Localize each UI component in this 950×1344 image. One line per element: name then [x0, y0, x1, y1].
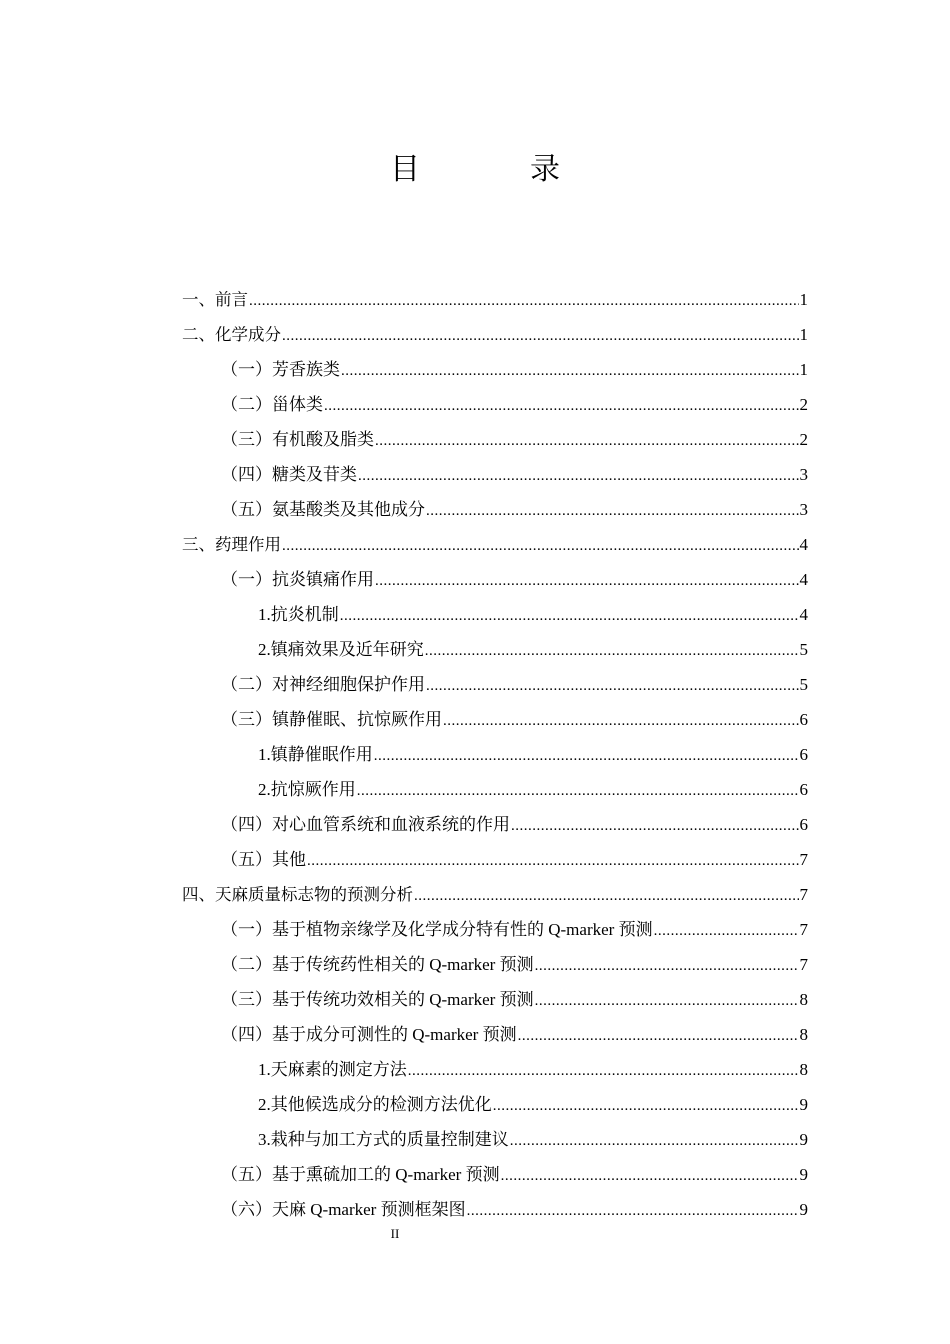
toc-entry-page: 6 [799, 815, 808, 834]
toc-entry-page: 4 [799, 535, 808, 554]
toc-entry-title: （二）甾体类 [221, 395, 323, 414]
toc-entry-page: 1 [799, 360, 808, 379]
toc-entry-page: 1 [799, 325, 808, 344]
dot-leader [518, 1019, 799, 1054]
dot-leader [426, 494, 799, 529]
toc-entry-page: 8 [799, 1025, 808, 1044]
toc-entry-title: （一）芳香族类 [221, 360, 340, 379]
toc-entry[interactable] [182, 352, 808, 387]
toc-entry-title: （四）对心血管系统和血液系统的作用 [221, 815, 510, 834]
toc-entry-page: 8 [799, 990, 808, 1009]
dot-leader [426, 669, 799, 704]
dot-leader [307, 844, 799, 879]
toc-entry-title: 一、前言 [182, 290, 248, 309]
toc-entry-page: 7 [799, 850, 808, 869]
toc-entry-page: 4 [799, 605, 808, 624]
toc-entry[interactable] [182, 807, 808, 842]
dot-leader [249, 284, 799, 319]
toc-entry-page: 2 [799, 395, 808, 414]
toc-entry[interactable] [182, 702, 808, 737]
toc-entry-page: 3 [799, 465, 808, 484]
toc-entry[interactable] [182, 492, 808, 527]
dot-leader [341, 354, 799, 389]
toc-entry-title: （三）有机酸及脂类 [221, 430, 374, 449]
dot-leader [467, 1194, 799, 1229]
toc-entry-page: 1 [799, 290, 808, 309]
toc-entry-title: 二、化学成分 [182, 325, 281, 344]
toc-entry-title: （一）基于植物亲缘学及化学成分特有性的 Q-marker 预测 [221, 920, 653, 939]
toc-entry[interactable] [182, 632, 808, 667]
dot-leader [408, 1054, 799, 1089]
toc-entry[interactable] [182, 1052, 808, 1087]
dot-leader [358, 459, 799, 494]
dot-leader [357, 774, 799, 809]
toc-entry-page: 4 [799, 570, 808, 589]
toc-entry-page: 6 [799, 780, 808, 799]
toc-entry-title: （六）天麻 Q-marker 预测框架图 [221, 1200, 466, 1219]
toc-entry-title: （四）糖类及苷类 [221, 465, 357, 484]
toc-entry-page: 5 [799, 640, 808, 659]
toc-entry-title: 三、药理作用 [182, 535, 281, 554]
toc-entry[interactable] [182, 667, 808, 702]
toc-entry-page: 6 [799, 745, 808, 764]
toc-entry[interactable] [182, 982, 808, 1017]
toc-entry-title: （五）基于熏硫加工的 Q-marker 预测 [221, 1165, 500, 1184]
dot-leader [414, 879, 799, 914]
dot-leader [374, 739, 799, 774]
toc-entry[interactable] [182, 842, 808, 877]
toc-entry[interactable] [182, 562, 808, 597]
toc-entry-page: 9 [799, 1200, 808, 1219]
toc-entry-title: 四、天麻质量标志物的预测分析 [182, 885, 413, 904]
dot-leader [535, 949, 799, 984]
toc-entry-title: 2.其他候选成分的检测方法优化 [258, 1095, 492, 1114]
toc-entry-page: 5 [799, 675, 808, 694]
toc-entry[interactable] [182, 387, 808, 422]
toc-entry[interactable] [182, 877, 808, 912]
toc-entry[interactable] [182, 282, 808, 317]
dot-leader [282, 319, 799, 354]
toc-entry-title: 1.镇静催眠作用 [258, 745, 373, 764]
dot-leader [535, 984, 799, 1019]
toc-entry-title: （五）其他 [221, 850, 306, 869]
toc-entry[interactable] [182, 457, 808, 492]
dot-leader [654, 914, 799, 949]
toc-entry[interactable] [182, 772, 808, 807]
dot-leader [511, 809, 799, 844]
toc-entry-page: 9 [799, 1130, 808, 1149]
toc-entry[interactable] [182, 1017, 808, 1052]
toc-entry-title: 3.栽种与加工方式的质量控制建议 [258, 1130, 509, 1149]
dot-leader [425, 634, 799, 669]
dot-leader [375, 424, 799, 459]
toc-entry-title: 1.抗炎机制 [258, 605, 339, 624]
toc-entry[interactable] [182, 912, 808, 947]
toc-entry-title: （二）基于传统药性相关的 Q-marker 预测 [221, 955, 534, 974]
toc-entry-page: 6 [799, 710, 808, 729]
toc-entry[interactable] [182, 597, 808, 632]
toc-entry-page: 7 [799, 920, 808, 939]
toc-entry-title: （五）氨基酸类及其他成分 [221, 500, 425, 519]
dot-leader [375, 564, 799, 599]
toc-entry-page: 3 [799, 500, 808, 519]
dot-leader [443, 704, 799, 739]
dot-leader [282, 529, 799, 564]
toc-entry[interactable] [182, 527, 808, 562]
toc-entry[interactable] [182, 1122, 808, 1157]
toc-entry-title: （三）基于传统功效相关的 Q-marker 预测 [221, 990, 534, 1009]
dot-leader [501, 1159, 799, 1194]
toc-entry[interactable] [182, 1192, 808, 1227]
toc-entry-title: （四）基于成分可测性的 Q-marker 预测 [221, 1025, 517, 1044]
toc-entry-title: （三）镇静催眠、抗惊厥作用 [221, 710, 442, 729]
dot-leader [510, 1124, 799, 1159]
page-number: II [390, 1226, 400, 1241]
dot-leader [324, 389, 799, 424]
toc-entry-title: 1.天麻素的测定方法 [258, 1060, 407, 1079]
toc-entry[interactable] [182, 947, 808, 982]
toc-entry[interactable] [182, 317, 808, 352]
toc-entry-page: 7 [799, 955, 808, 974]
toc-entry-title: （一）抗炎镇痛作用 [221, 570, 374, 589]
toc-entry[interactable] [182, 1157, 808, 1192]
dot-leader [340, 599, 799, 634]
toc-entry[interactable] [182, 422, 808, 457]
toc-entry[interactable] [182, 1087, 808, 1122]
toc-entry-page: 7 [799, 885, 808, 904]
toc-entry-page: 2 [799, 430, 808, 449]
toc-entry-page: 8 [799, 1060, 808, 1079]
dot-leader [493, 1089, 799, 1124]
table-of-contents [182, 282, 808, 1227]
toc-entry-title: 2.镇痛效果及近年研究 [258, 640, 424, 659]
toc-entry-page: 9 [799, 1165, 808, 1184]
toc-entry-page: 9 [799, 1095, 808, 1114]
toc-entry-title: 2.抗惊厥作用 [258, 780, 356, 799]
page-title: 目 录 [390, 152, 600, 187]
toc-entry-title: （二）对神经细胞保护作用 [221, 675, 425, 694]
toc-entry[interactable] [182, 737, 808, 772]
